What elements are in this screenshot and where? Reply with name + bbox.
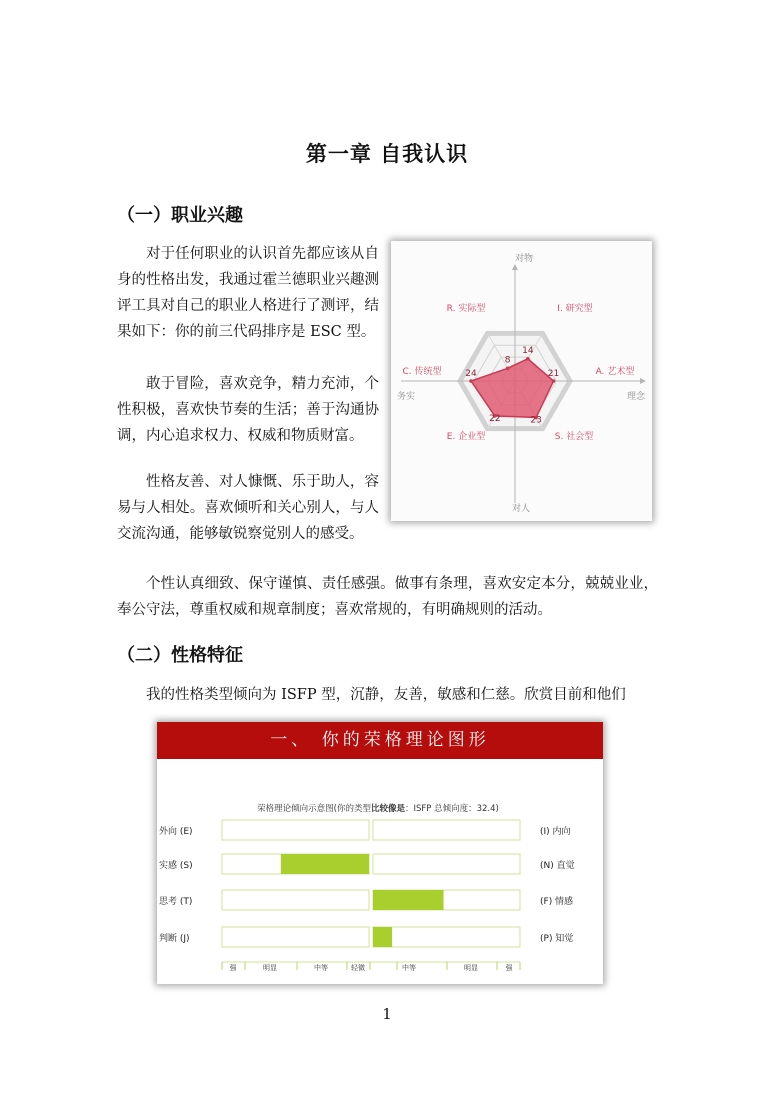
radar-point xyxy=(506,366,510,370)
jung-scale-label: 强 xyxy=(229,964,237,972)
jung-scale-label: 明显 xyxy=(263,964,277,972)
radar-point xyxy=(552,379,556,383)
radar-type-label: E. 企业型 xyxy=(446,432,486,442)
jung-scale-label: 强 xyxy=(505,964,513,972)
jung-track-right xyxy=(373,854,520,874)
paragraph: 我的性格类型倾向为 ISFP 型，沉静，友善，敏感和仁慈。欣赏目前和他们 xyxy=(146,687,626,703)
radar-type-label: R. 实际型 xyxy=(446,304,486,314)
radar-point xyxy=(526,357,530,361)
axis-label-top: 对物 xyxy=(514,254,534,264)
section-title-interest: （一）职业兴趣 xyxy=(117,205,243,226)
paragraph: 个性认真细致、保守谨慎、责任感强。做事有条理，喜欢安定本分，兢兢业业，奉公守法，尊重权威和规章制度；喜欢常规的，有明确规则的活动。 xyxy=(117,576,658,618)
axis-label-bottom: 对人 xyxy=(511,504,531,514)
jung-track-right xyxy=(373,927,520,947)
axis-label-right: 理念 xyxy=(627,392,646,402)
jung-banner: 一、 你的荣格理论图形 xyxy=(157,722,603,759)
jung-scale-label: 中等 xyxy=(314,964,328,972)
jung-bar xyxy=(281,854,369,874)
radar-type-label: A. 艺术型 xyxy=(595,367,635,377)
radar-point xyxy=(469,379,473,383)
jung-row-label-right: (I) 内向 xyxy=(540,827,571,837)
radar-type-label: I. 研究型 xyxy=(557,304,593,314)
radar-chart xyxy=(391,241,652,521)
radar-value-label: 24 xyxy=(465,369,477,379)
radar-type-label: C. 传统型 xyxy=(402,367,442,377)
paragraph: 对于任何职业的认识首先都应该从自身的性格出发，我通过霍兰德职业兴趣测评工具对自己的职业人格进行了测评，结果如下：你的前三代码排序是 ESC 型。 xyxy=(117,246,379,340)
jung-row-label-left: 外向 (E) xyxy=(159,827,193,837)
jung-row-label-right: (F) 情感 xyxy=(540,897,574,907)
jung-scale-label: 轻微 xyxy=(351,964,365,972)
paragraph: 性格友善、对人慷慨、乐于助人，容易与人相处。喜欢倾听和关心别人，与人交流沟通，能够敏锐察觉别人的感受。 xyxy=(117,474,379,542)
jung-track-left xyxy=(222,927,369,947)
jung-scale-label: 明显 xyxy=(464,964,478,972)
radar-value-label: 14 xyxy=(522,345,534,356)
figure-holland-radar xyxy=(391,241,652,521)
jung-row-label-left: 判断 (J) xyxy=(159,934,190,944)
section-title-personality: （二）性格特征 xyxy=(117,645,243,666)
axis-label-left: 务实 xyxy=(397,392,416,402)
jung-row-label-right: (P) 知觉 xyxy=(540,934,574,944)
jung-track-right xyxy=(373,820,520,840)
jung-bar-chart xyxy=(157,722,603,984)
jung-track-left xyxy=(222,890,369,910)
radar-value-label: 8 xyxy=(504,355,511,366)
radar-value-label: 21 xyxy=(547,369,560,379)
jung-bar xyxy=(373,890,444,910)
page-number: 1 xyxy=(382,1005,392,1023)
jung-row-label-left: 实感 (S) xyxy=(159,861,193,871)
jung-scale-label: 中等 xyxy=(402,964,416,972)
figure-jung-chart xyxy=(157,722,603,984)
radar-type-label: S. 社会型 xyxy=(554,432,594,442)
jung-track-left xyxy=(222,820,369,840)
paragraph: 敢于冒险，喜欢竞争，精力充沛，个性积极，喜欢快节奏的生活；善于沟通协调，内心追求权力、权威和物质财富。 xyxy=(117,376,379,444)
jung-caption: 荣格理论倾向示意图(你的类型比较像是：ISFP 总倾向度：32.4) xyxy=(257,804,499,814)
radar-value-label: 23 xyxy=(530,415,542,426)
jung-row-label-left: 思考 (T) xyxy=(159,897,193,907)
jung-row-label-right: (N) 直觉 xyxy=(540,861,575,871)
jung-bar xyxy=(373,927,392,947)
radar-value-label: 22 xyxy=(489,413,501,424)
chapter-title: 第一章 自我认识 xyxy=(305,142,469,166)
